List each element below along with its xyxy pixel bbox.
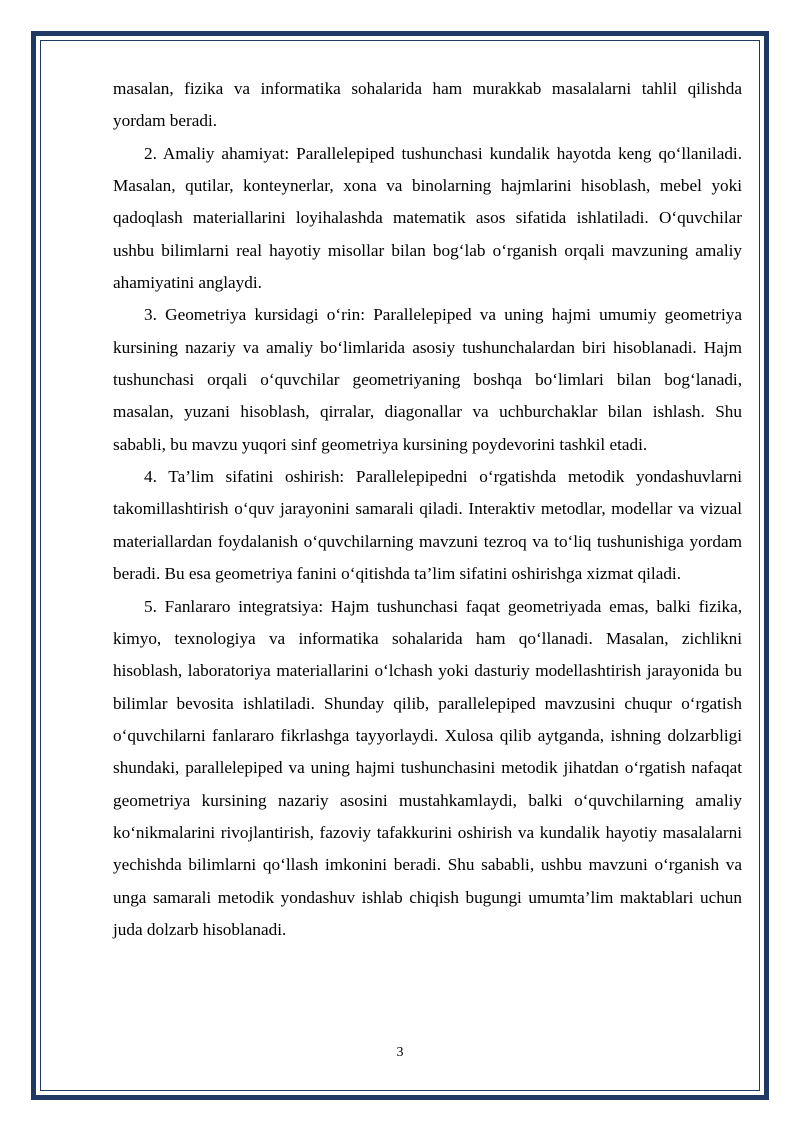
paragraph-talim-sifatini-oshirish: 4. Ta’lim sifatini oshirish: Parallelepipedni o‘rgatishda metodik yondashuvlarni takomillashtirish o‘quv jarayonini samarali qiladi. Interaktiv metodlar, modellar va vizual materiallardan foydalanish o‘quvchilarning mavzuni tezroq va to‘liq tushunishiga yordam beradi. Bu esa geometriya fanini o‘qitishda ta’lim sifatini oshirishga xizmat qiladi. xyxy=(113,467,742,584)
document-body xyxy=(113,73,742,946)
paragraph-geometriya-kursidagi-orin: 3. Geometriya kursidagi o‘rin: Parallelepiped va uning hajmi umumiy geometriya kursining nazariy va amaliy bo‘limlarida asosiy tushunchalardan biri hisoblanadi. Hajm tushunchasi orqali o‘quvchilar geometriyaning boshqa bo‘limlari bilan bog‘lanadi, masalan, yuzani hisoblash, qirralar, diagonallar va uchburchaklar bilan ishlash. Shu sababli, bu mavzu yuqori sinf geometriya kursining poydevorini tashkil etadi. xyxy=(113,305,742,454)
paragraph-amaliy-ahamiyat: 2. Amaliy ahamiyat: Parallelepiped tushunchasi kundalik hayotda keng qo‘llaniladi. Masalan, qutilar, konteynerlar, xona va binolarning hajmlarini hisoblash, mebel yoki qadoqlash materiallarini loyihalashda matematik asos sifatida ishlatiladi. O‘quvchilar ushbu bilimlarni real hayotiy misollar bilan bog‘lab o‘rganish orqali mavzuning amaliy ahamiyatini anglaydi. xyxy=(113,143,742,293)
paragraph-continuation: masalan, fizika va informatika sohalarida ham murakkab masalalarni tahlil qilishda yordam beradi. xyxy=(113,79,742,131)
page-number: 3 xyxy=(396,1045,404,1060)
paragraph-fanlararo-integratsiya: 5. Fanlararo integratsiya: Hajm tushunchasi faqat geometriyada emas, balki fizika, kimyo, texnologiya va informatika sohalarida ham qo‘llanadi. Masalan, zichlikni hisoblash, laboratoriya materiallarini o‘lchash yoki dasturiy modellashtirish jarayonida bu bilimlar bevosita ishlatiladi. Shunday qilib, parallelepiped mavzusini chuqur o‘rgatish o‘quvchilarni fanlararo fikrlashga tayyorlaydi. Xulosa qilib aytganda, ishning dolzarbligi shundaki, parallelepiped va uning hajmi tushunchasini metodik jihatdan o‘rgatish nafaqat geometriya kursining nazariy asosini mustahkamlaydi, balki o‘quvchilarning amaliy ko‘nikmalarini rivojlantirish, fazoviy tafakkurini oshirish va kundalik hayotiy masalalarni yechishda bilimlarni qo‘llash imkonini beradi. Shu sababli, ushbu mavzuni o‘rganish va unga samarali metodik yondashuv ishlab chiqish bugungi umumta’lim maktablari uchun juda dolzarb hisoblanadi. xyxy=(113,596,742,939)
